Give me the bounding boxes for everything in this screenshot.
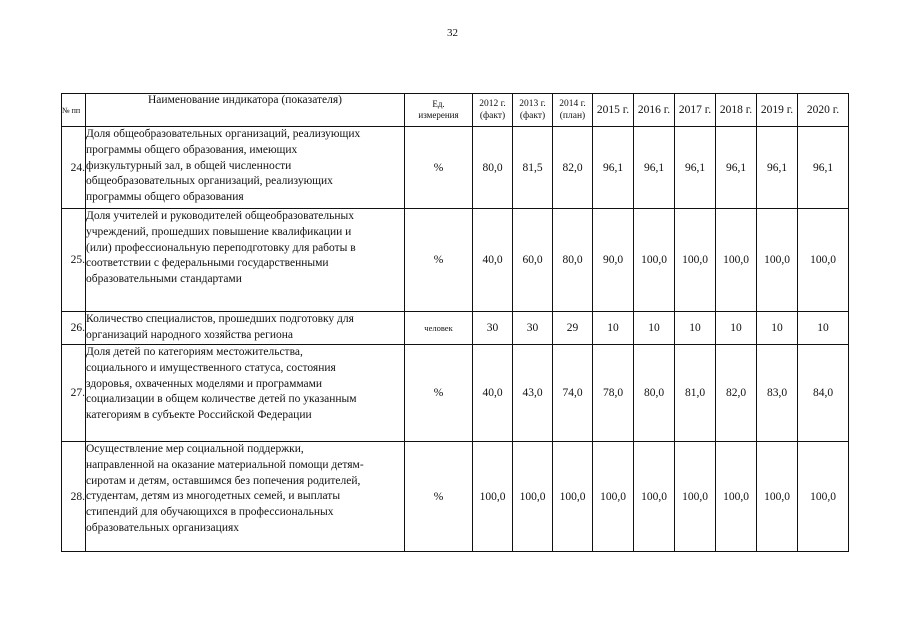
value-cell: 100,0 <box>675 209 716 312</box>
value-cell: 100,0 <box>634 442 675 552</box>
indicator-name-line: Доля общеобразовательных организаций, реализующих <box>86 128 361 140</box>
table-row <box>62 312 849 345</box>
indicator-name-line: здоровья, охваченных моделями и программами <box>86 377 323 390</box>
indicator-name-line: социализации в общем количестве детей по указанным <box>86 393 357 406</box>
indicator-name-line: соответствии с федеральными государственными <box>86 257 329 270</box>
row-number: 27. <box>62 345 86 442</box>
header-year: 2017 г. <box>675 94 716 127</box>
header-year <box>473 94 513 127</box>
header-number: № пп <box>62 94 86 127</box>
header-year <box>513 94 553 127</box>
header-year: 2015 г. <box>593 94 634 127</box>
header-row <box>62 94 849 127</box>
row-number: 25. <box>62 209 86 312</box>
header-indicator-name: Наименование индикатора (показателя) <box>86 94 405 127</box>
value-cell: 90,0 <box>593 209 634 312</box>
indicator-name <box>86 442 405 552</box>
unit-cell: % <box>405 442 473 552</box>
value-cell: 100,0 <box>553 442 593 552</box>
row-number: 26. <box>62 312 86 345</box>
header-year-line: (факт) <box>479 111 506 121</box>
value-cell: 43,0 <box>513 345 553 442</box>
value-cell: 96,1 <box>798 127 849 209</box>
value-cell: 82,0 <box>553 127 593 209</box>
header-unit-line: Ед. <box>432 99 445 109</box>
header-year: 2016 г. <box>634 94 675 127</box>
value-cell: 10 <box>757 312 798 345</box>
value-cell: 100,0 <box>798 442 849 552</box>
indicators-table <box>61 93 849 552</box>
value-cell: 40,0 <box>473 209 513 312</box>
row-number: 24. <box>62 127 86 209</box>
unit-cell: % <box>405 127 473 209</box>
value-cell: 74,0 <box>553 345 593 442</box>
value-cell: 100,0 <box>675 442 716 552</box>
indicator-name-line: сиротам и детям, оставшимся без попечения родителей, <box>86 474 361 487</box>
header-unit-line: измерения <box>418 110 459 120</box>
value-cell: 30 <box>513 312 553 345</box>
value-cell: 80,0 <box>473 127 513 209</box>
header-year <box>553 94 593 127</box>
indicator-name-line: общеобразовательных организаций, реализующих <box>86 175 333 188</box>
indicator-name <box>86 312 405 345</box>
value-cell: 96,1 <box>675 127 716 209</box>
value-cell: 29 <box>553 312 593 345</box>
unit-cell: человек <box>405 312 473 345</box>
value-cell: 83,0 <box>757 345 798 442</box>
indicator-name-line: организаций народного хозяйства региона <box>86 328 294 341</box>
value-cell: 82,0 <box>716 345 757 442</box>
table-row <box>62 345 849 442</box>
value-cell: 80,0 <box>634 345 675 442</box>
indicator-name-line: Доля детей по категориям местожительства, <box>86 346 303 358</box>
indicator-name-line: (или) профессиональную переподготовку для работы в <box>86 241 356 254</box>
value-cell: 10 <box>593 312 634 345</box>
value-cell: 40,0 <box>473 345 513 442</box>
indicator-name-line: социального и имущественного статуса, состояния <box>86 361 336 374</box>
table-row <box>62 442 849 552</box>
value-cell: 30 <box>473 312 513 345</box>
value-cell: 100,0 <box>716 209 757 312</box>
header-year: 2018 г. <box>716 94 757 127</box>
indicator-name-line: Количество специалистов, прошедших подготовку для <box>86 313 354 325</box>
value-cell: 96,1 <box>757 127 798 209</box>
value-cell: 60,0 <box>513 209 553 312</box>
indicator-name-line: студентам, детям из многодетных семей, и выплаты <box>86 490 341 503</box>
value-cell: 100,0 <box>798 209 849 312</box>
header-year-line: 2013 г. <box>519 99 546 109</box>
indicator-name-line: категориям в субъекте Российской Федерации <box>86 409 312 422</box>
value-cell: 96,1 <box>716 127 757 209</box>
indicator-name-line: стипендий для обучающихся в профессиональных <box>86 506 334 519</box>
value-cell: 100,0 <box>634 209 675 312</box>
value-cell: 100,0 <box>757 442 798 552</box>
value-cell: 10 <box>716 312 757 345</box>
header-unit <box>405 94 473 127</box>
value-cell: 96,1 <box>634 127 675 209</box>
indicator-name <box>86 127 405 209</box>
indicator-name-line: образовательными стандартами <box>86 273 242 286</box>
value-cell: 80,0 <box>553 209 593 312</box>
unit-cell: % <box>405 345 473 442</box>
value-cell: 10 <box>675 312 716 345</box>
header-year-line: (факт) <box>519 111 546 121</box>
table-row <box>62 127 849 209</box>
indicator-name-line: учреждений, прошедших повышение квалификации и <box>86 225 352 238</box>
page-number: 32 <box>447 27 458 39</box>
value-cell: 100,0 <box>757 209 798 312</box>
header-year: 2020 г. <box>798 94 849 127</box>
header-year-line: 2014 г. <box>559 99 586 109</box>
indicator-name-line: программы общего образования <box>86 191 244 204</box>
value-cell: 100,0 <box>513 442 553 552</box>
value-cell: 100,0 <box>593 442 634 552</box>
value-cell: 100,0 <box>716 442 757 552</box>
value-cell: 81,0 <box>675 345 716 442</box>
table-row <box>62 209 849 312</box>
value-cell: 84,0 <box>798 345 849 442</box>
header-year: 2019 г. <box>757 94 798 127</box>
indicator-name <box>86 345 405 442</box>
value-cell: 10 <box>798 312 849 345</box>
indicator-name-line: программы общего образования, имеющих <box>86 143 298 156</box>
row-number: 28. <box>62 442 86 552</box>
indicator-name-line: образовательных организациях <box>86 521 240 534</box>
value-cell: 96,1 <box>593 127 634 209</box>
unit-cell: % <box>405 209 473 312</box>
indicator-name-line: Осуществление мер социальной поддержки, <box>86 443 304 455</box>
value-cell: 78,0 <box>593 345 634 442</box>
value-cell: 10 <box>634 312 675 345</box>
indicator-name-line: физкультурный зал, в общей численности <box>86 159 292 172</box>
indicator-name-line: Доля учителей и руководителей общеобразовательных <box>86 210 355 222</box>
value-cell: 100,0 <box>473 442 513 552</box>
header-year-line: (план) <box>559 111 586 121</box>
indicator-name <box>86 209 405 312</box>
value-cell: 81,5 <box>513 127 553 209</box>
header-year-line: 2012 г. <box>479 99 506 109</box>
indicator-name-line: направленной на оказание материальной помощи детям- <box>86 458 364 471</box>
